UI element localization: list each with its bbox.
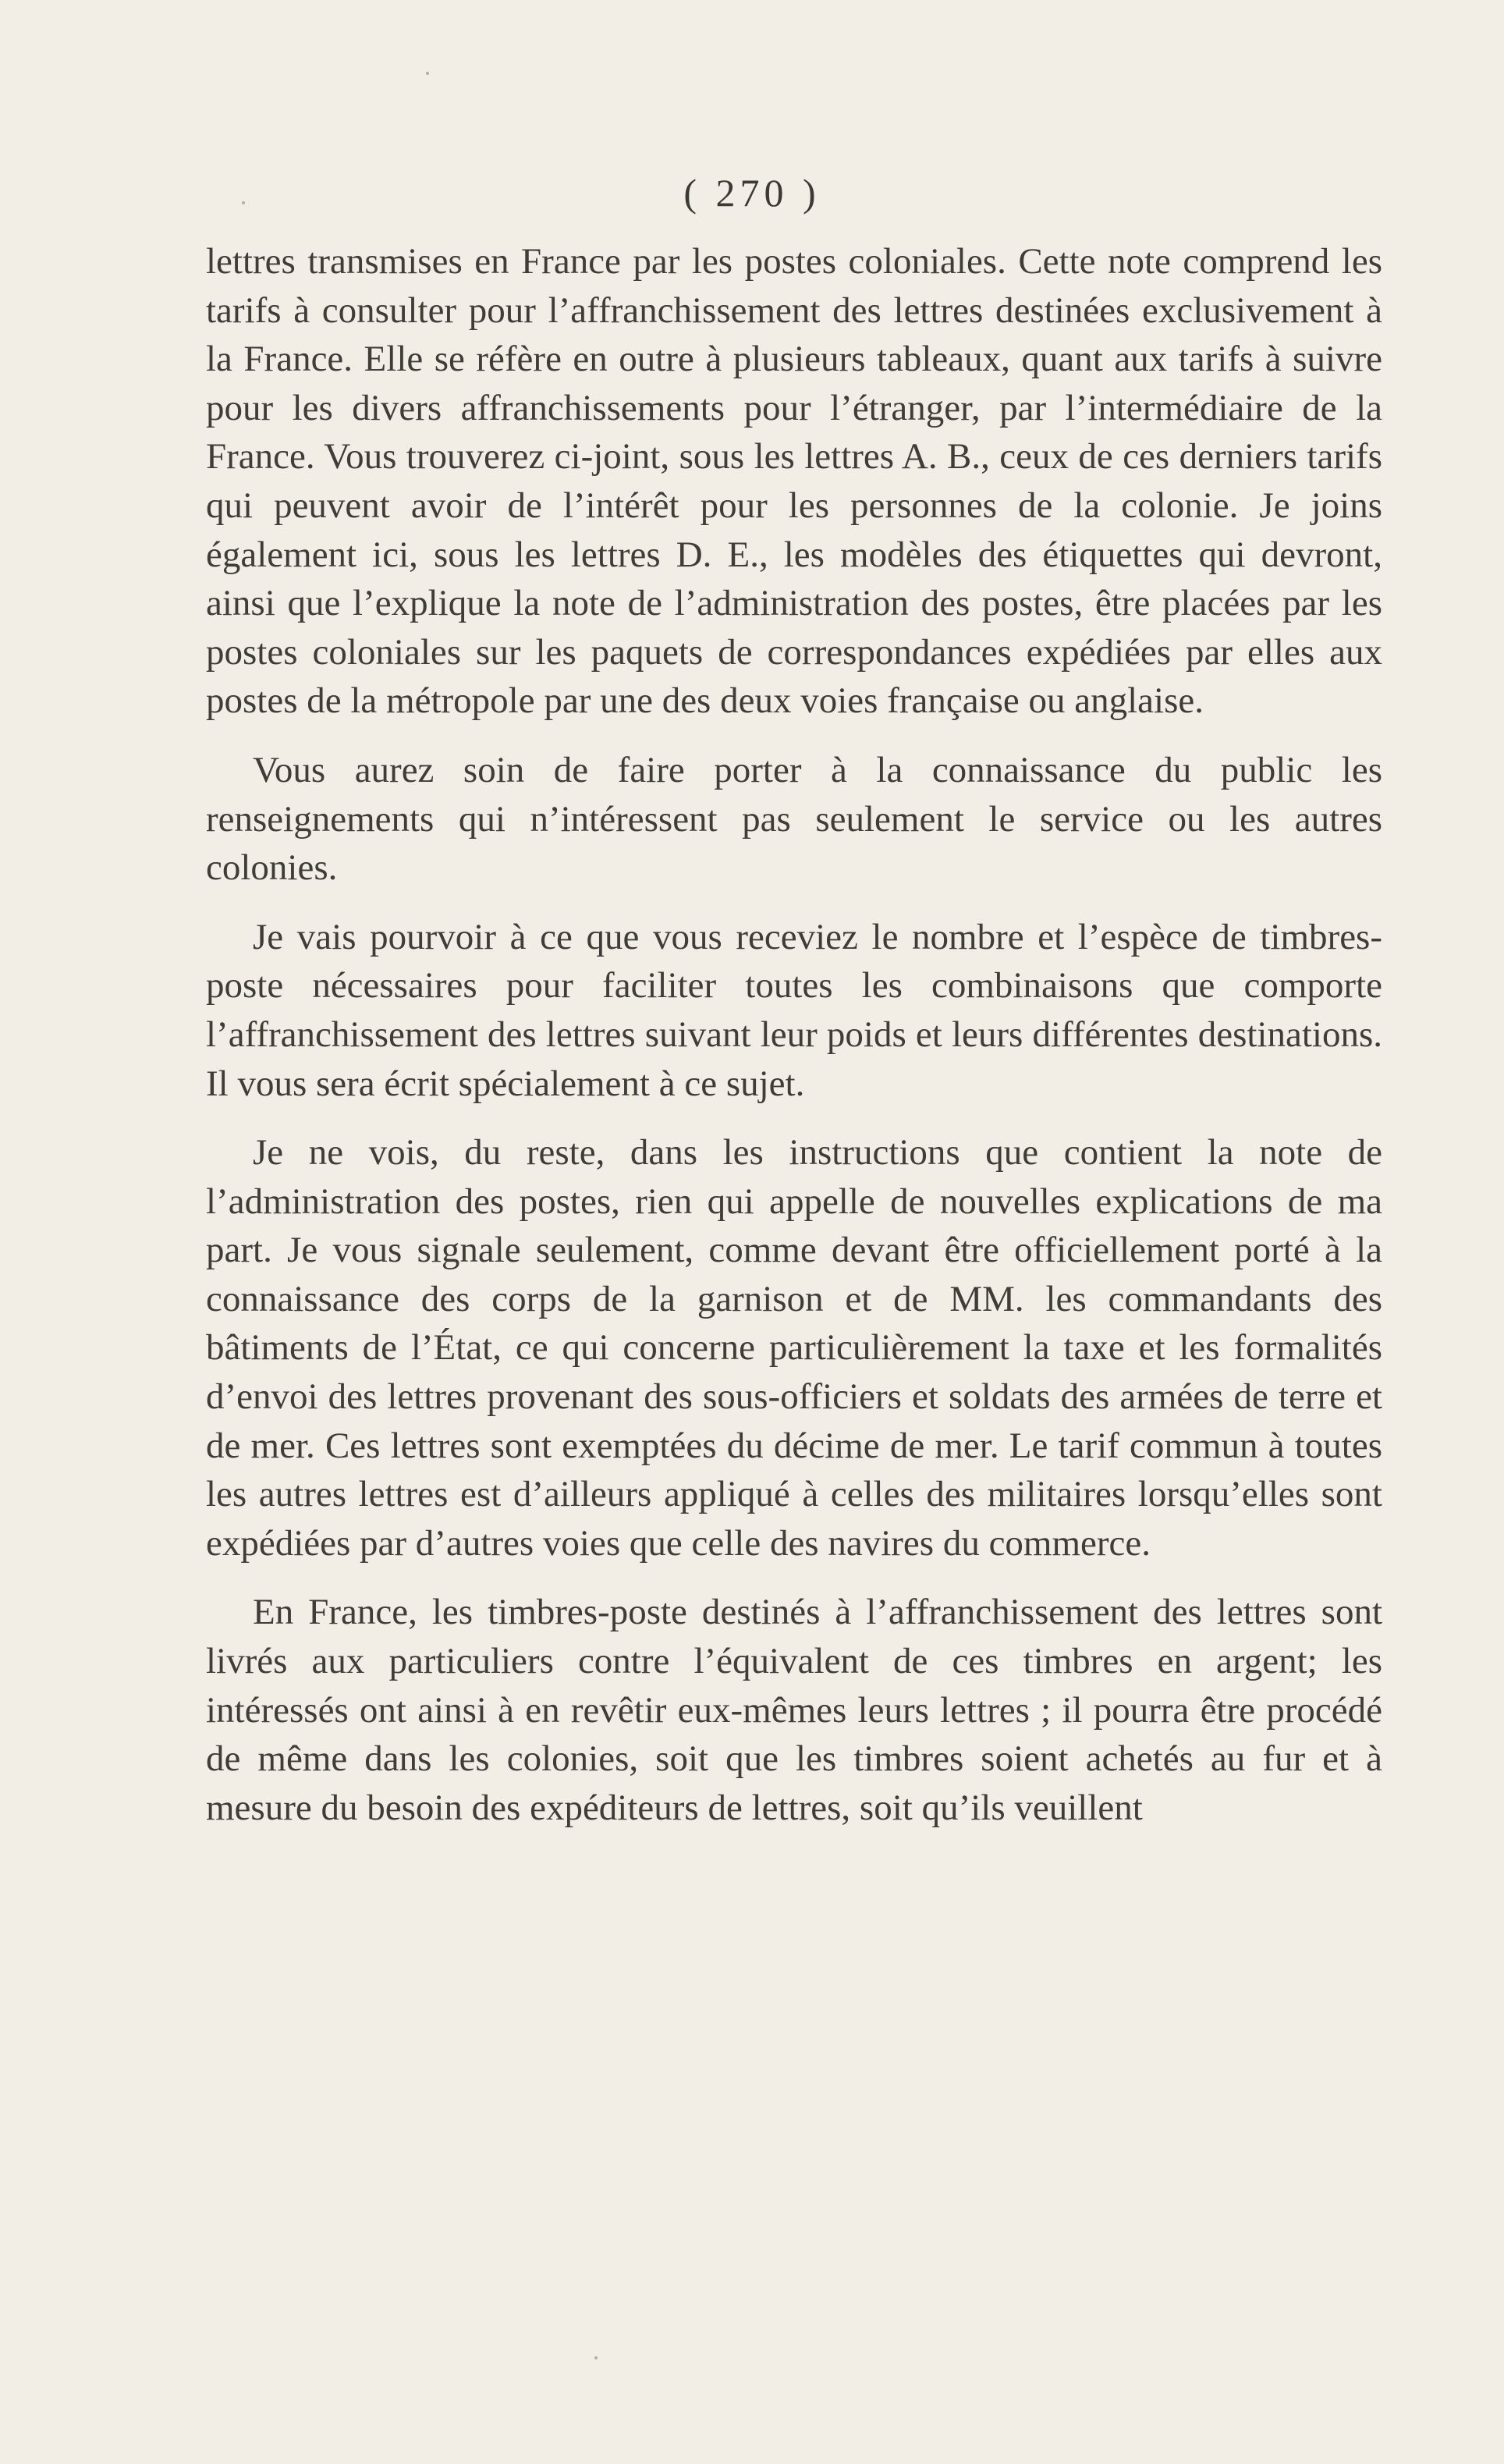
- body-text: [206, 237, 1382, 1852]
- paper-speck: [426, 72, 429, 75]
- paragraph-stamp-purchase: En France, les timbres-poste destinés à l’affranchissement des lettres sont livrés aux particuliers contre l’équivalent de ces timbres en argent; les intéressés ont ainsi à en revêtir eux-mêmes leurs lettres ; il pourra être procédé de même dans les colonies, soit que les timbres soient achetés au fur et à mesure du besoin des expéditeurs de lettres, soit qu’ils veuillent: [206, 1592, 1382, 1828]
- paragraph-stamps-supply: Je vais pourvoir à ce que vous receviez le nombre et l’espèce de timbres-poste nécessaires pour faciliter toutes les combinaisons que comporte l’affranchissement des lettres suivant leur poids et leurs différentes destinations. Il vous sera écrit spécialement à ce sujet.: [206, 916, 1382, 1104]
- paper-speck: [594, 2356, 598, 2359]
- paper-speck: [242, 201, 245, 204]
- paragraph-public-notice: Vous aurez soin de faire porter à la connaissance du public les renseignements qui n’intéressent pas seulement le service ou les autres colonies.: [206, 749, 1382, 889]
- page-number: ( 270 ): [683, 171, 821, 215]
- paragraph-military-letters: Je ne vois, du reste, dans les instructions que contient la note de l’administration des postes, rien qui appelle de nouvelles explications de ma part. Je vous signale seulement, comme devant être officiellement porté à la connaissance des corps de la garnison et de MM. les commandants des bâtiments de l’État, ce qui concerne particulièrement la taxe et les formalités d’envoi des lettres provenant des sous-officiers et soldats des armées de terre et de mer. Ces lettres sont exemptées du décime de mer. Le tarif commun à toutes les autres lettres est d’ailleurs appliqué à celles des militaires lorsqu’elles sont expédiées par d’autres voies que celle des navires du commerce.: [206, 1132, 1382, 1564]
- paragraph-continuation: lettres transmises en France par les postes coloniales. Cette note comprend les tarifs à consulter pour l’affranchissement des lettres destinées exclusivement à la France. Elle se réfère en outre à plusieurs tableaux, quant aux tarifs à suivre pour les divers affranchissements pour l’étranger, par l’intermédiaire de la France. Vous trouverez ci-joint, sous les lettres A. B., ceux de ces derniers tarifs qui peuvent avoir de l’intérêt pour les personnes de la colonie. Je joins également ici, sous les lettres D. E., les modèles des étiquettes qui devront, ainsi que l’explique la note de l’administration des postes, être placées par les postes coloniales sur les paquets de correspondances expédiées par elles aux postes de la métropole par une des deux voies française ou anglaise.: [206, 241, 1382, 722]
